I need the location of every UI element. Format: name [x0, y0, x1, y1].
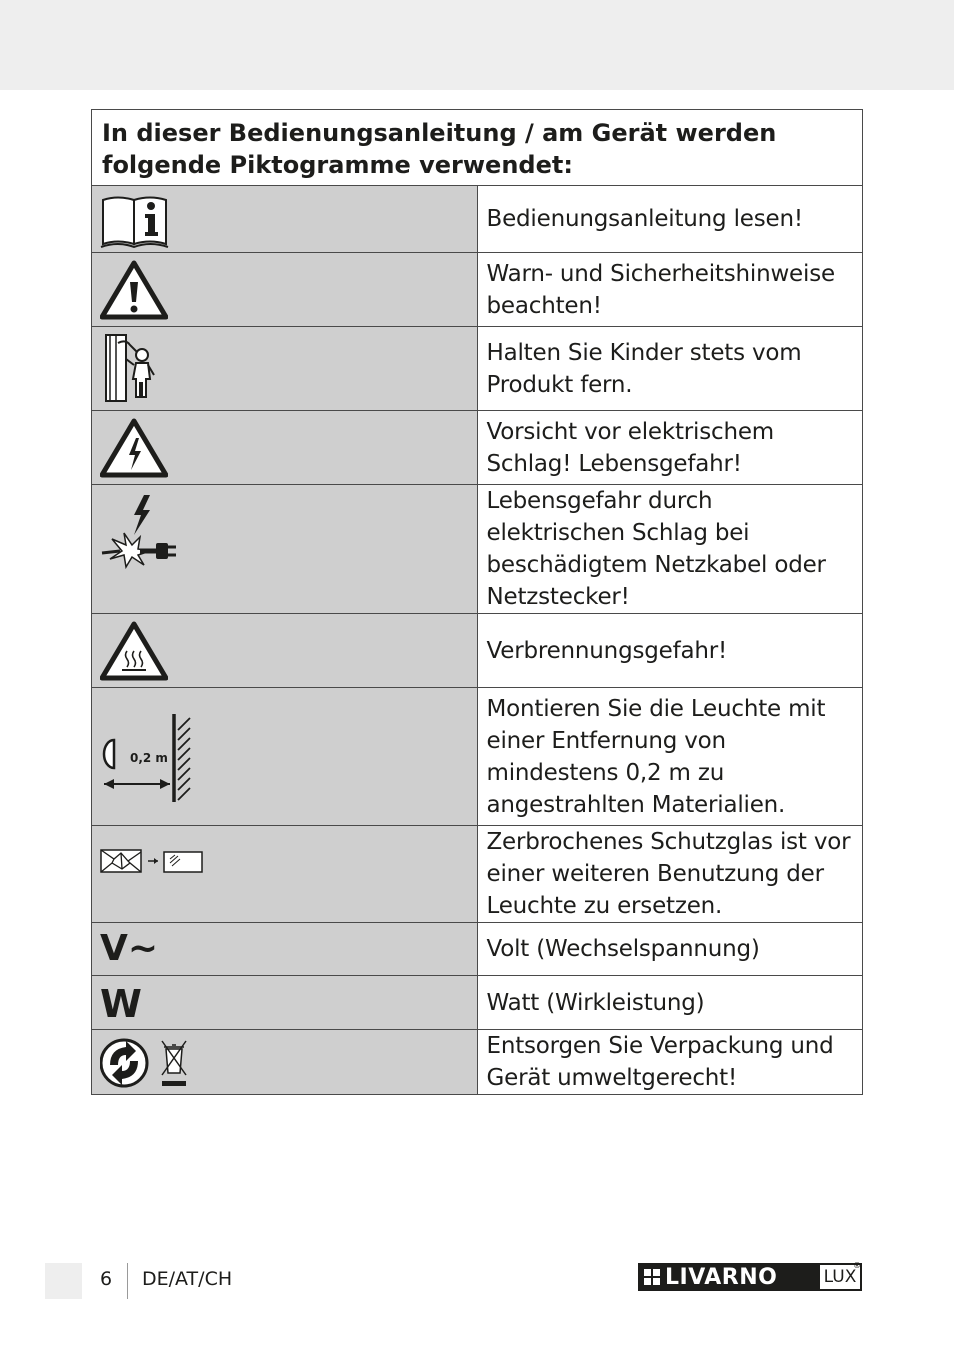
table-row [92, 923, 863, 976]
brand-logo-main [638, 1263, 818, 1291]
table-row [92, 485, 863, 614]
icon-cell [92, 327, 478, 411]
footer-tab [45, 1263, 82, 1299]
row-text: Volt (Wechselspannung) [477, 923, 863, 976]
electric-shock-triangle-icon [100, 418, 168, 478]
table-row [92, 976, 863, 1030]
table-row [92, 327, 863, 411]
top-band [0, 0, 954, 90]
distance-label: 0,2 m [130, 751, 168, 765]
logo-squares-icon [644, 1269, 660, 1285]
row-text: Zerbrochenes Schutzglas ist vor einer weiteren Benutzung der Leuchte zu ersetzen. [477, 826, 863, 923]
registered-mark: ® [853, 1261, 861, 1270]
warning-triangle-icon [100, 260, 168, 320]
pictogram-table [91, 109, 863, 1095]
icon-cell [92, 614, 478, 688]
table-row [92, 186, 863, 253]
brand-logo [638, 1263, 862, 1291]
table-row [92, 688, 863, 826]
brand-suffix: LUX [823, 1267, 857, 1287]
icon-cell [92, 688, 478, 826]
row-text: Lebensgefahr durch elektrischen Schlag bei beschädigtem Netzkabel oder Netzstecker! [477, 485, 863, 614]
page-number: 6 [100, 1268, 113, 1290]
brand-name: LIVARNO [665, 1264, 778, 1290]
row-text: Watt (Wirkleistung) [477, 976, 863, 1030]
row-text: Bedienungsanleitung lesen! [477, 186, 863, 253]
row-text: Montieren Sie die Leuchte mit einer Entfernung von mindestens 0,2 m zu angestrahlten Materialien. [477, 688, 863, 826]
watt-icon: W [100, 982, 142, 1026]
hot-surface-triangle-icon [100, 621, 168, 681]
icon-cell [92, 976, 478, 1030]
icon-cell [92, 485, 478, 614]
table-row [92, 614, 863, 688]
row-text: Halten Sie Kinder stets vom Produkt fern. [477, 327, 863, 411]
table-row [92, 826, 863, 923]
book-info-icon [100, 192, 170, 248]
recycling-disposal-icon [100, 1035, 200, 1091]
row-text: Verbrennungsgefahr! [477, 614, 863, 688]
icon-cell [92, 826, 478, 923]
icon-cell [92, 923, 478, 976]
icon-cell [92, 253, 478, 327]
icon-cell [92, 1030, 478, 1095]
table-row [92, 411, 863, 485]
volt-ac-icon: V~ [100, 928, 159, 969]
footer-divider [127, 1263, 128, 1299]
broken-glass-icon [100, 847, 204, 877]
row-text: Entsorgen Sie Verpackung und Gerät umweltgerecht! [477, 1030, 863, 1095]
table-row [92, 253, 863, 327]
brand-suffix-box [818, 1263, 862, 1291]
icon-cell [92, 411, 478, 485]
table-header: In dieser Bedienungsanleitung / am Gerät werden folgende Piktogramme verwendet: [92, 110, 863, 186]
table-header-row [92, 110, 863, 186]
country-codes: DE/AT/CH [142, 1268, 233, 1290]
icon-cell [92, 186, 478, 253]
row-text: Warn- und Sicherheitshinweise beachten! [477, 253, 863, 327]
keep-children-away-icon [100, 333, 160, 405]
table-row [92, 1030, 863, 1095]
row-text: Vorsicht vor elektrischem Schlag! Lebensgefahr! [477, 411, 863, 485]
damaged-cable-icon [100, 493, 180, 569]
distance-icon [100, 710, 200, 806]
